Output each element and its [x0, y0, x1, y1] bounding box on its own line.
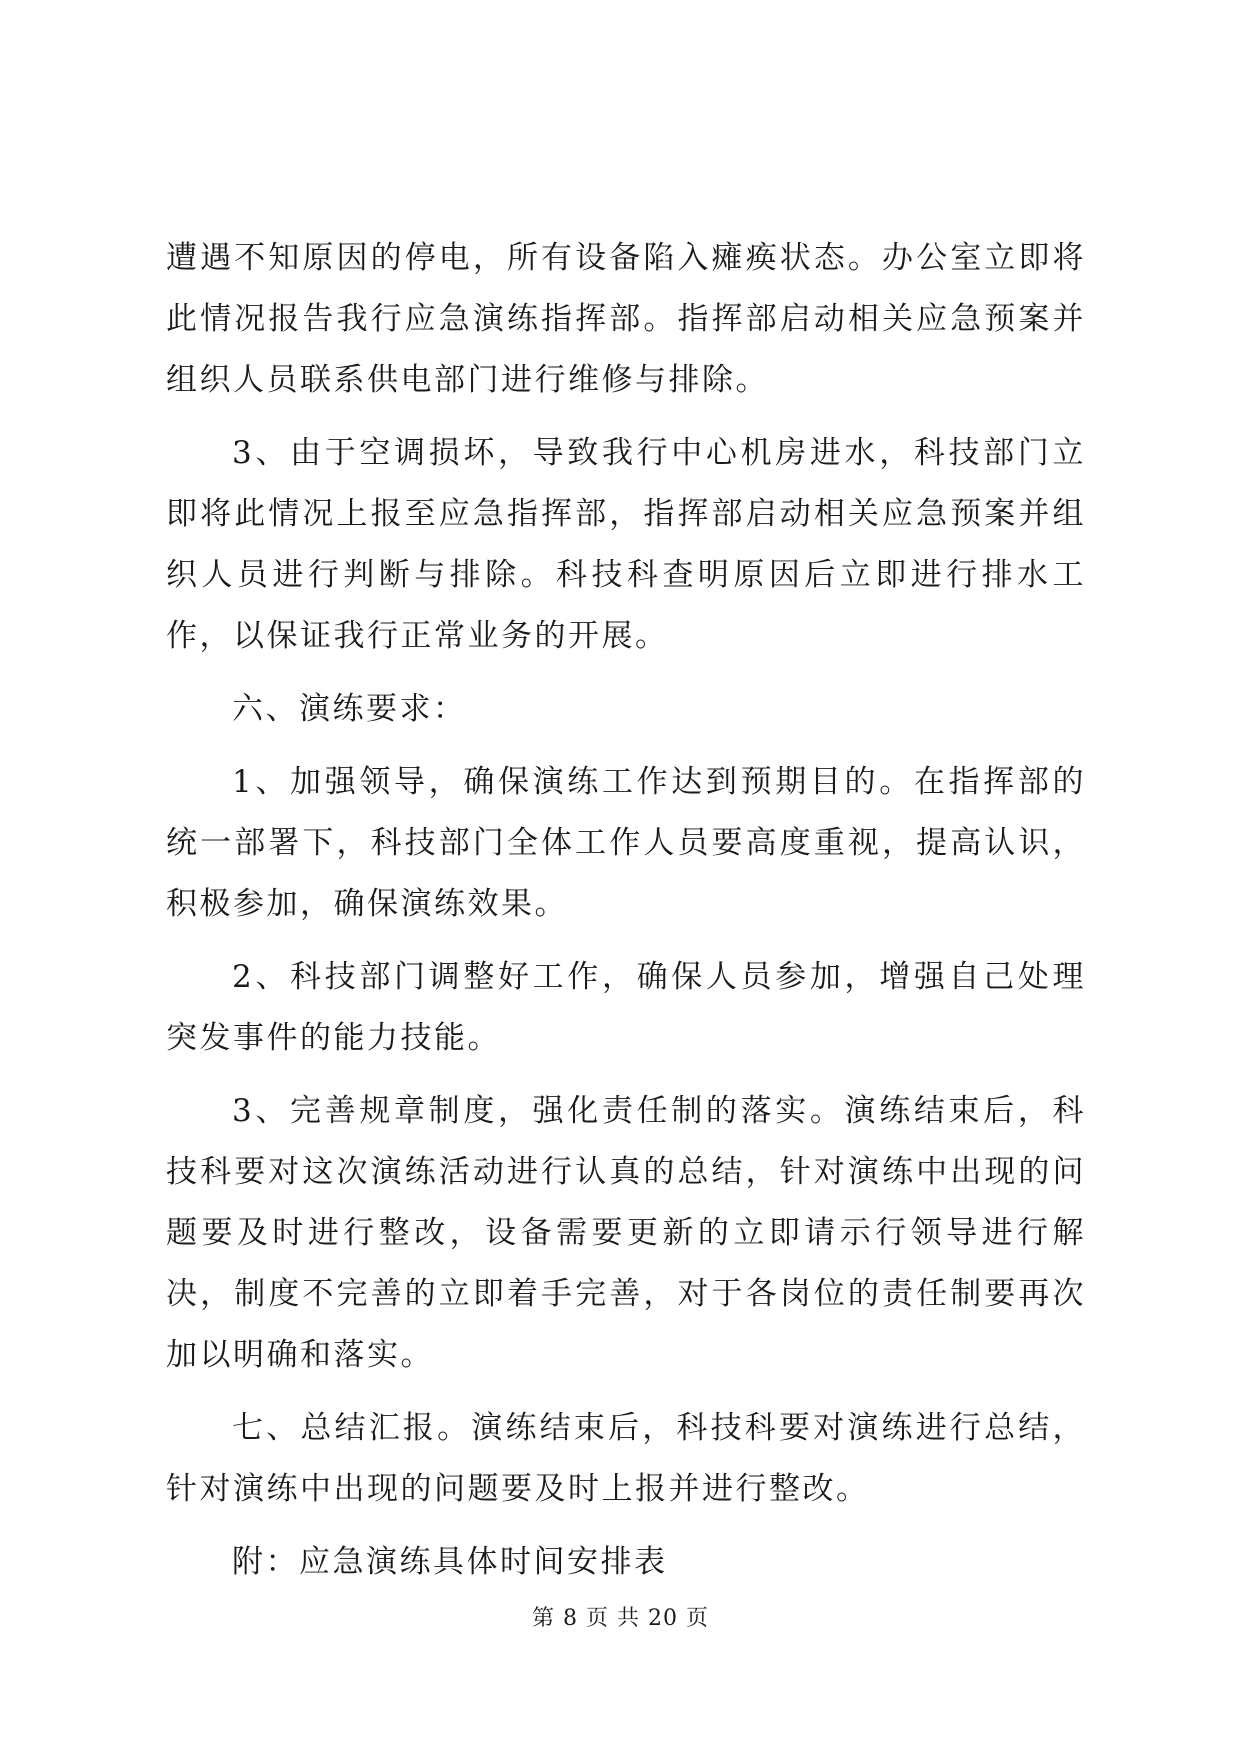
- paragraph-1: 遭遇不知原因的停电，所有设备陷入瘫痪状态。办公室立即将此情况报告我行应急演练指挥部。指挥部启动相关应急预案并组织人员联系供电部门进行维修与排除。: [166, 240, 1086, 398]
- paragraph-7: 七、总结汇报。演练结束后，科技科要对演练进行总结，针对演练中出现的问题要及时上报并进行整改。: [166, 1410, 1086, 1507]
- page-number-label: 第 8 页 共 20 页: [532, 1606, 709, 1631]
- section-heading-requirements: 六、演练要求：: [232, 691, 467, 727]
- paragraph-4: 1、加强领导，确保演练工作达到预期目的。在指挥部的统一部署下，科技部门全体工作人员要高度重视，提高认识，积极参加，确保演练效果。: [166, 764, 1086, 922]
- paragraph-6: 3、完善规章制度，强化责任制的落实。演练结束后，科技科要对这次演练活动进行认真的总结，针对演练中出现的问题要及时进行整改，设备需要更新的立即请示行领导进行解决，制度不完善的立即着手完善，对于各岗位的责任制要再次加以明确和落实。: [166, 1093, 1086, 1373]
- paragraph-2: 3、由于空调损坏，导致我行中心机房进水，科技部门立即将此情况上报至应急指挥部，指挥部启动相关应急预案并组织人员进行判断与排除。科技科查明原因后立即进行排水工作，以保证我行正常业务的开展。: [166, 435, 1086, 654]
- paragraph-8: 附：应急演练具体时间安排表: [232, 1544, 668, 1580]
- page-footer: [0, 1604, 1241, 1634]
- paragraph-5: 2、科技部门调整好工作，确保人员参加，增强自己处理突发事件的能力技能。: [166, 959, 1086, 1056]
- document-body: [166, 228, 1086, 1605]
